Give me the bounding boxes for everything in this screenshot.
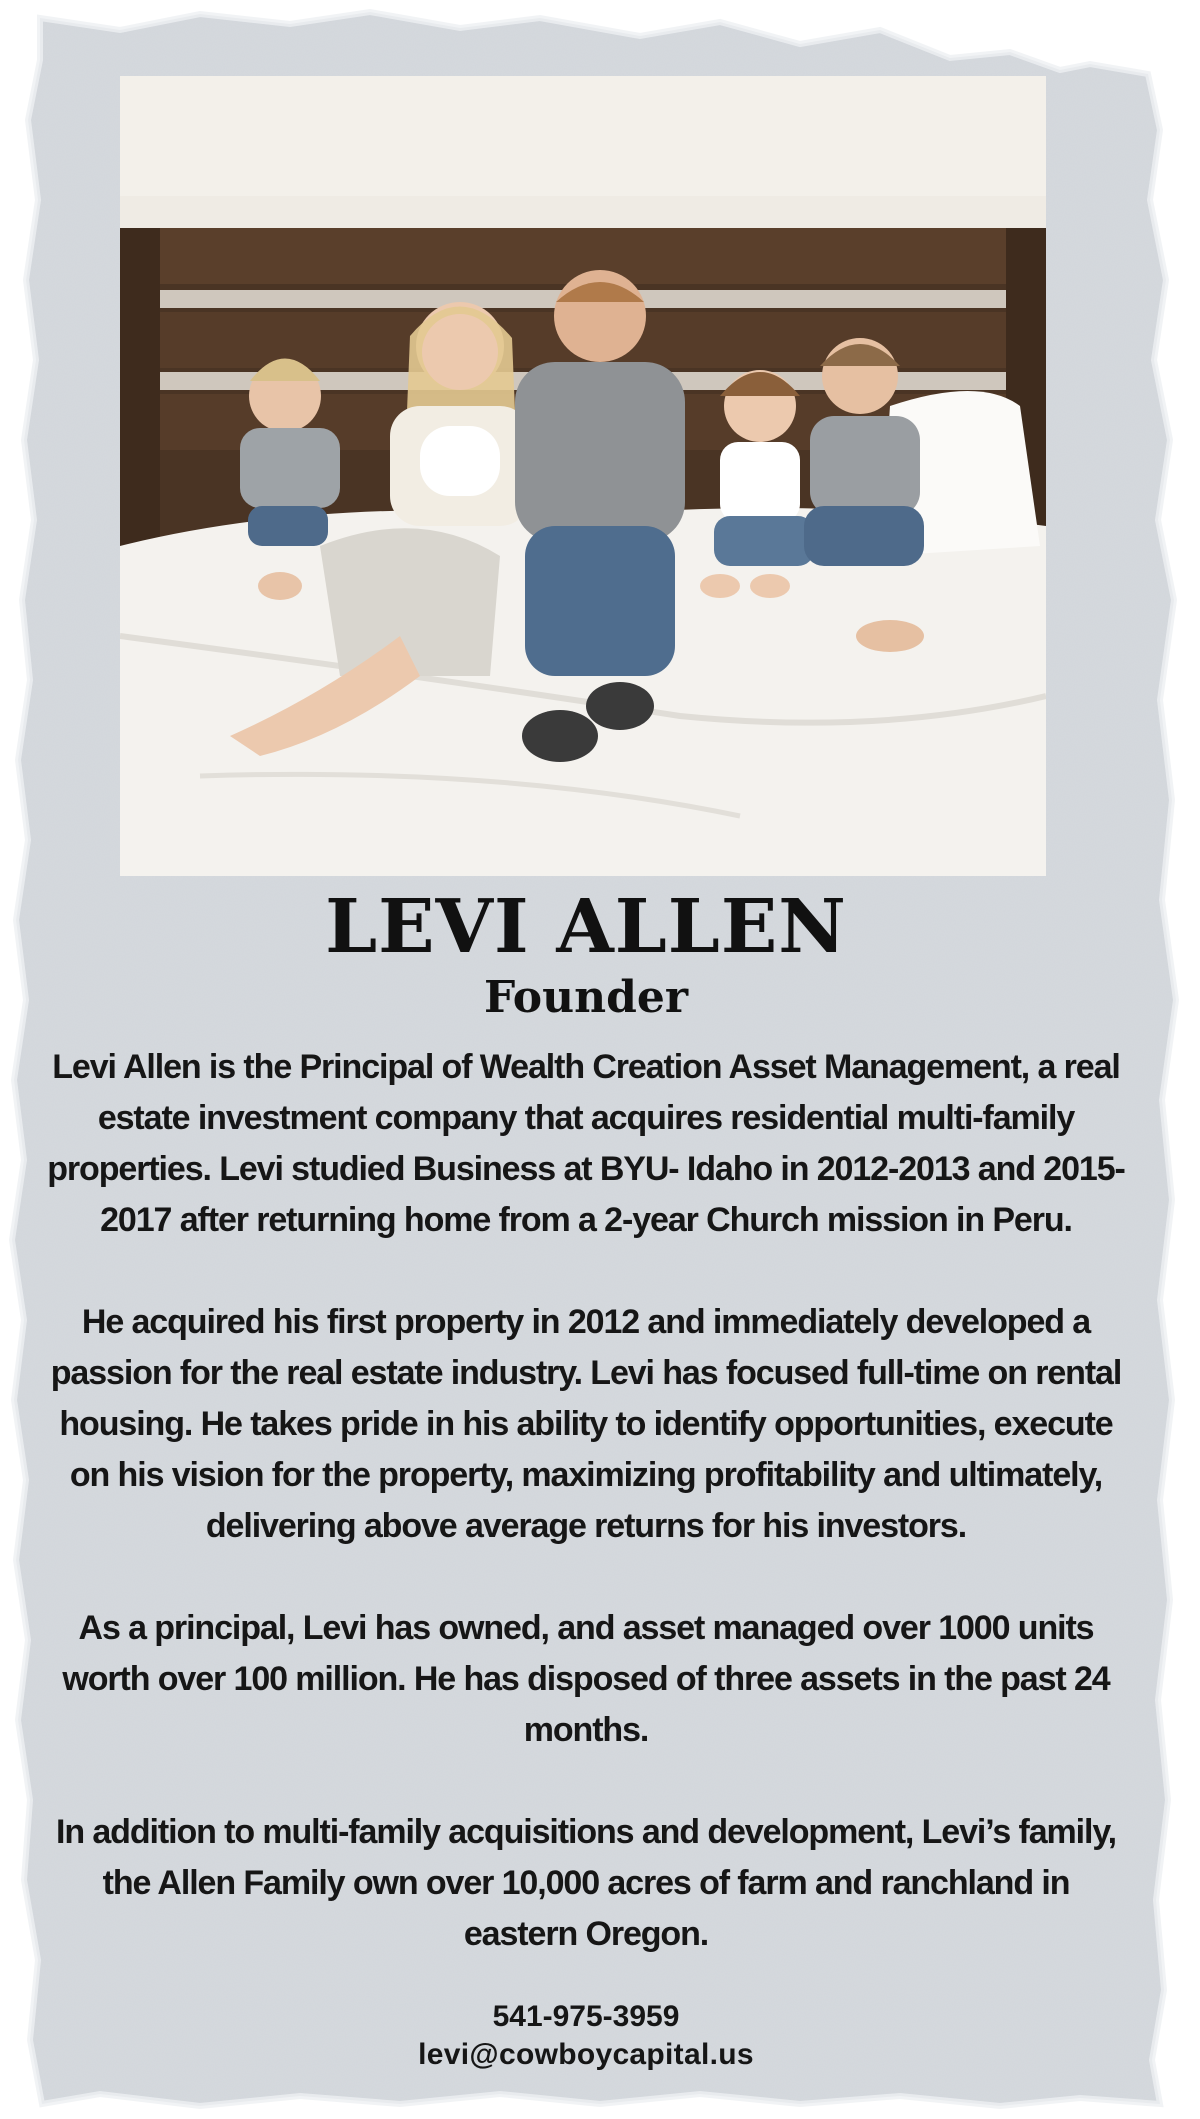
family-photo [120,76,1046,876]
bio-paragraph: He acquired his first property in 2012 and immediately developed a passion for the real estate industry. Levi has focused full-time on rental housing. He takes pride in his ability to identify opportunities, execute on his vision for the property, maximizing profitability and ultimately, delivering above average returns for his investors. [50,1303,1122,1545]
bio-section [44,1042,1128,2011]
profile-name: LEVI ALLEN [325,884,847,970]
email-address[interactable]: levi@cowboycapital.us [418,2038,754,2071]
bio-paragraph: Levi Allen is the Principal of Wealth Creation Asset Management, a real estate investment company that acquires residential multi-family properties. Levi studied Business at BYU- Idaho in 2012-2013 and 2015-2017 after returning home from a 2-year Church mission in Peru. [47,1048,1125,1239]
phone-number[interactable]: 541-975-3959 [492,2000,680,2033]
bio-paragraph: In addition to multi-family acquisitions and development, Levi’s family, the Allen Family own over 10,000 acres of farm and ranchland in eastern Oregon. [56,1813,1116,1953]
bio-paragraph: As a principal, Levi has owned, and asset managed over 1000 units worth over 100 million. He has disposed of three assets in the past 24 months. [62,1609,1110,1749]
contact-block [200,1998,972,2074]
profile-role: Founder [483,972,689,1023]
